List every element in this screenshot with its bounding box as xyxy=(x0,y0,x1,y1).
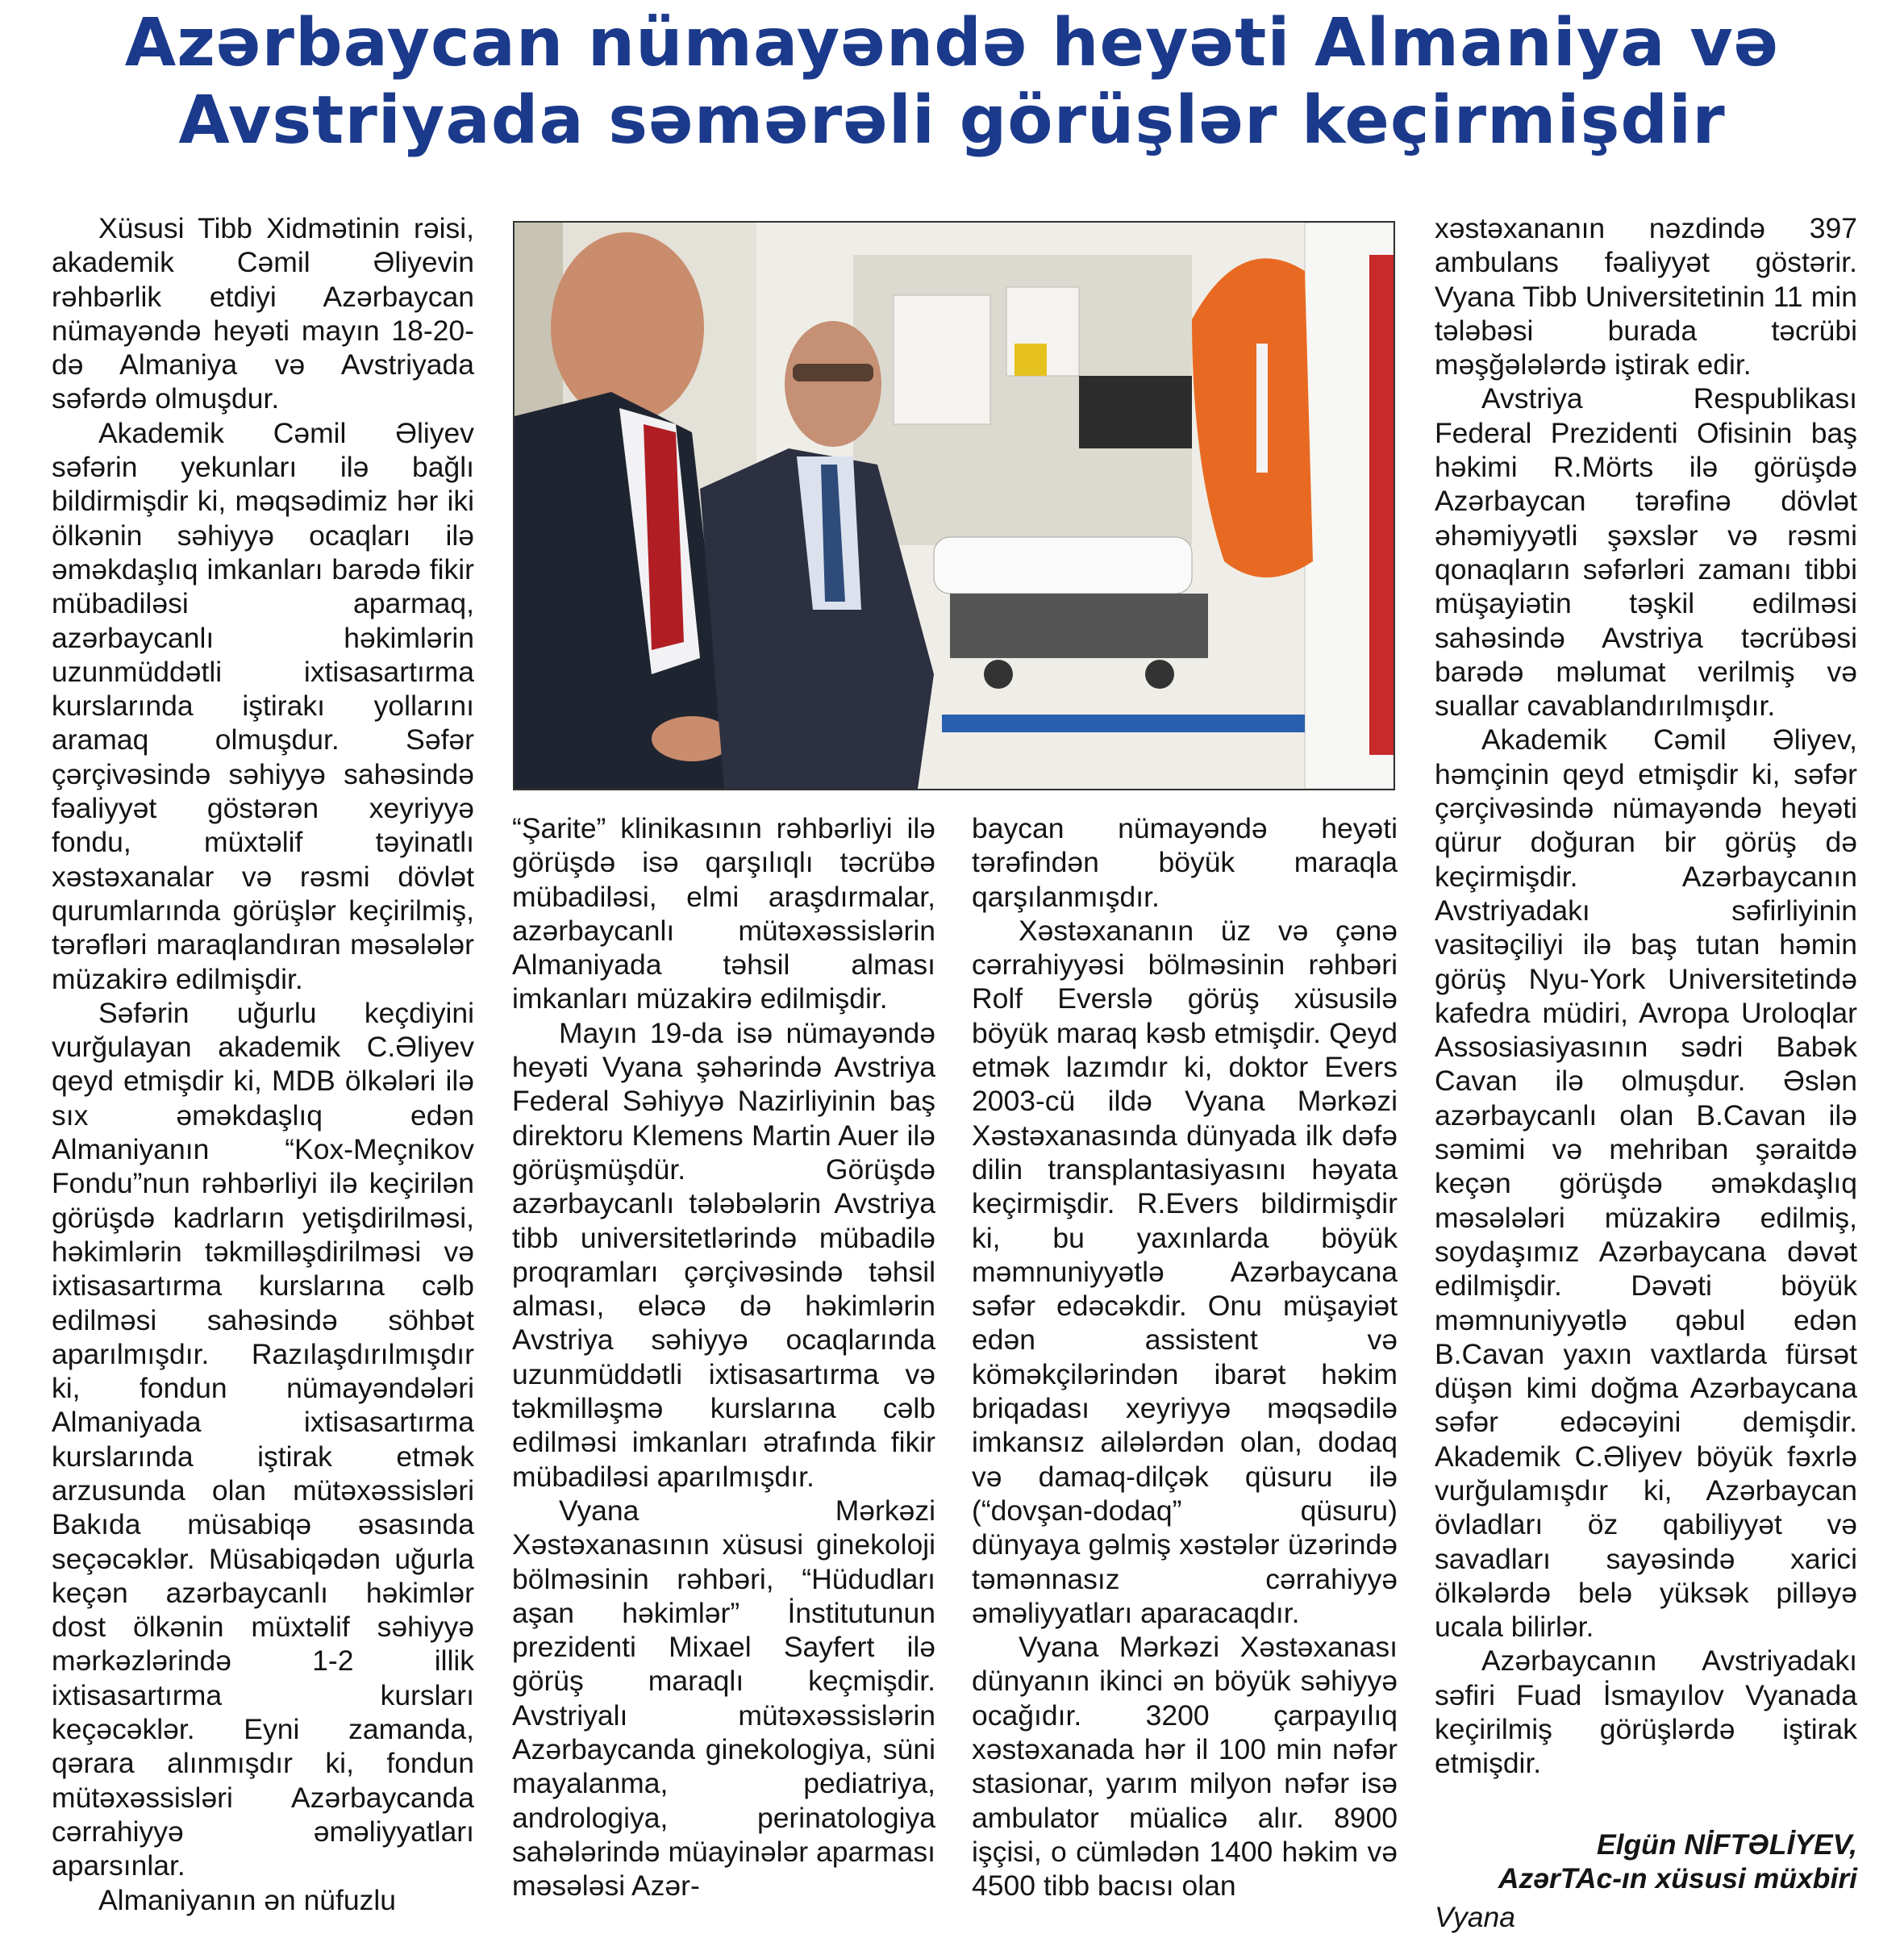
paragraph: Xüsusi Tibb Xidmətinin rəisi, akademik Cəmil Əliyevin rəhbərlik etdiyi Azərbaycan nümayəndə heyəti mayın 18-20-də Almaniya və Avstriyada səfərdə olmuşdur. xyxy=(52,212,474,415)
article-column-2 xyxy=(512,811,935,1903)
paragraph: baycan nümayəndə heyəti tərəfindən böyük maraqla qarşılanmışdır. xyxy=(972,812,1398,913)
paragraph: Mayın 19-da isə nümayəndə heyəti Vyana şəhərində Avstriya Federal Səhiyyə Nazirliyinin baş direktoru Klemens Martin Auer ilə görüşmüşdür. Görüşdə azərbaycanlı tələbələrin Avstriya tibb universitetlərində mübadilə proqramları çərçivəsində təhsil alması, eləcə də həkimlərin Avstriya səhiyyə ocaqlarında uzunmüddətli ixtisasartırma və təkmilləşmə kurslarına cəlb edilməsi imkanları ətrafında fikir mübadiləsi aparılmışdır. xyxy=(512,1016,935,1493)
article-photo xyxy=(513,221,1395,790)
paragraph: Xəstəxananın üz və çənə cərrahiyyəsi bölməsinin rəhbəri Rolf Everslə görüş xüsusilə böyük maraq kəsb etmişdir. Qeyd etmək lazımdır ki, doktor Evers 2003-cü ildə Vyana Mərkəzi Xəstəxanasında dünyada ilk dəfə dilin transplantasiyasını həyata keçirmişdir. R.Evers bildirmişdir ki, bu yaxınlarda böyük məmnuniyyətlə Azərbaycana səfər edəcəkdir. Onu müşayiət edən assistent və köməkçilərindən ibarət həkim briqadası xeyriyyə məqsədilə imkansız ailələrdən olan, dodaq və damaq-dilçək qüsuru ilə (“dovşan-dodaq” qüsuru) dünyaya gəlmiş xəstələr üzərində təmənnasız cərrahiyyə əməliyyatları aparacaqdır. xyxy=(972,914,1398,1629)
paragraph: Avstriya Respublikası Federal Prezidenti Ofisinin baş həkimi R.Mörts ilə görüşdə Azərbaycan tərəfinə dövlət əhəmiyyətli şəxslər və rəsmi qonaqların səfərləri zamanı tibbi müşayiətin təşkil edilməsi sahəsində Avstriya təcrübəsi barədə məlumat verilmiş və suallar cavablandırılmışdır. xyxy=(1435,382,1857,723)
paragraph: “Şarite” klinikasının rəhbərliyi ilə görüşdə isə qarşılıqlı təcrübə mübadiləsi, elmi araşdırmalar, azərbaycanlı mütəxəssislərin Almaniyada təhsil alması imkanları müzakirə edilmişdir. xyxy=(512,812,935,1015)
byline xyxy=(1435,1828,1857,1895)
article-column-1 xyxy=(52,211,474,1917)
paragraph: Səfərin uğurlu keçdiyini vurğulayan akademik C.Əliyev qeyd etmişdir ki, MDB ölkələri ilə sıx əməkdaşlıq edən Almaniyanın “Kox-Meçnikov Fondu”nun rəhbərliyi ilə keçirilən görüşdə kadrların yetişdirilməsi, həkimlərin təkmilləşdirilməsi və ixtisasartırma kurslarına cəlb edilməsi sahəsində söhbət aparılmışdır. Razılaşdırılmışdır ki, fondun nümayəndələri Almaniyada ixtisasartırma kurslarında iştirak etmək arzusunda olan mütəxəssisləri Bakıda müsabiqə əsasında seçəcəklər. Müsabiqədən uğurla keçən azərbaycanlı həkimlər dost ölkənin müxtəlif səhiyyə mərkəzlərində 1-2 illik ixtisasartırma kursları keçəcəklər. Eyni zamanda, qərara alınmışdır ki, fondun mütəxəssisləri Azərbaycanda cərrahiyyə əməliyyatları aparsınlar. xyxy=(52,996,474,1882)
dateline-place: Vyana xyxy=(1435,1900,1516,1933)
paragraph: Almaniyanın ən nüfuzlu xyxy=(98,1883,397,1916)
paragraph: Akademik Cəmil Əliyev səfərin yekunları ilə bağlı bildirmişdir ki, məqsədimiz hər iki ölkənin səhiyyə ocaqları ilə əməkdaşlıq imkanları barədə fikir mübadiləsi aparmaq, azərbaycanlı həkimlərin uzunmüddətli ixtisasartırma kurslarında iştirakı yollarını aramaq olmuşdur. Səfər çərçivəsində səhiyyə sahəsində fəaliyyət göstərən xeyriyyə fondu, müxtəlif təyinatlı xəstəxanalar və rəsmi dövlət qurumlarında görüşlər keçirilmiş, tərəfləri maraqlandıran məsələlər müzakirə edilmişdir. xyxy=(52,416,474,995)
article-column-3 xyxy=(972,811,1398,1903)
paragraph: Vyana Mərkəzi Xəstəxanasının xüsusi ginekoloji bölməsinin rəhbəri, “Hüdudları aşan həkimlər” İnstitutunun prezidenti Mixael Sayfert ilə görüş maraqlı keçmişdir. Avstriyalı mütəxəssislərin Azərbaycanda ginekologiya, süni mayalanma, pediatriya, andrologiya, perinatologiya sahələrində müayinələr aparması məsələsi Azər- xyxy=(512,1494,935,1903)
paragraph: xəstəxananın nəzdində 397 ambulans fəaliyyət göstərir. Vyana Tibb Universitetinin 11 min tələbəsi burada təcrübi məşğələlərdə iştirak edir. xyxy=(1435,212,1857,381)
ambulance-photo-illustration xyxy=(515,223,1394,789)
paragraph: Vyana Mərkəzi Xəstəxanası dünyanın ikinci ən böyük səhiyyə ocağıdır. 3200 çarpayılıq xəstəxanada hər il 100 min nəfər stasionar, yarım milyon nəfər isə ambulator müalicə alır. 8900 işçisi, o cümlədən 1400 həkim və 4500 tibb bacısı olan xyxy=(972,1631,1398,1903)
author-title: AzərTAc-ın xüsusi müxbiri xyxy=(1498,1861,1857,1894)
headline: Azərbaycan nümayəndə heyəti Almaniya və Avstriyada səmərəli görüşlər keçirmişdir xyxy=(124,5,1780,159)
author-name: Elgün NİFTƏLİYEV, xyxy=(1596,1828,1857,1861)
article-column-4 xyxy=(1435,211,1857,1934)
paragraph: Azərbaycanın Avstriyadakı səfiri Fuad İsmayılov Vyanada keçirilmiş görüşlərdə iştirak etmişdir. xyxy=(1435,1644,1857,1780)
paragraph: Akademik Cəmil Əliyev, həmçinin qeyd etmişdir ki, səfər çərçivəsində nümayəndə heyəti qürur doğuran bir görüş də keçirmişdir. Azərbaycanın Avstriyadakı səfirliyinin vasitəçiliyi ilə baş tutan həmin görüş Nyu-York Universitetində kafedra müdiri, Avropa Uroloqlar Assosiasiyasının sədri Babək Cavan ilə olmuşdur. Əslən azərbaycanlı olan B.Cavan ilə səmimi və mehriban şəraitdə keçən görüşdə əməkdaşlıq məsələləri müzakirə edilmiş, soydaşımız Azərbaycana dəvət edilmişdir. Dəvəti böyük məmnuniyyətlə qəbul edən B.Cavan yaxın vaxtlarda fürsət düşən kimi doğma Azərbaycana səfər edəcəyini demişdir. Akademik C.Əliyev böyük fəxrlə vurğulamışdır ki, Azərbaycan övladları öz qabiliyyət və savadları sayəsində xarici ölkələrdə belə yüksək pilləyə ucala bilirlər. xyxy=(1435,723,1857,1644)
